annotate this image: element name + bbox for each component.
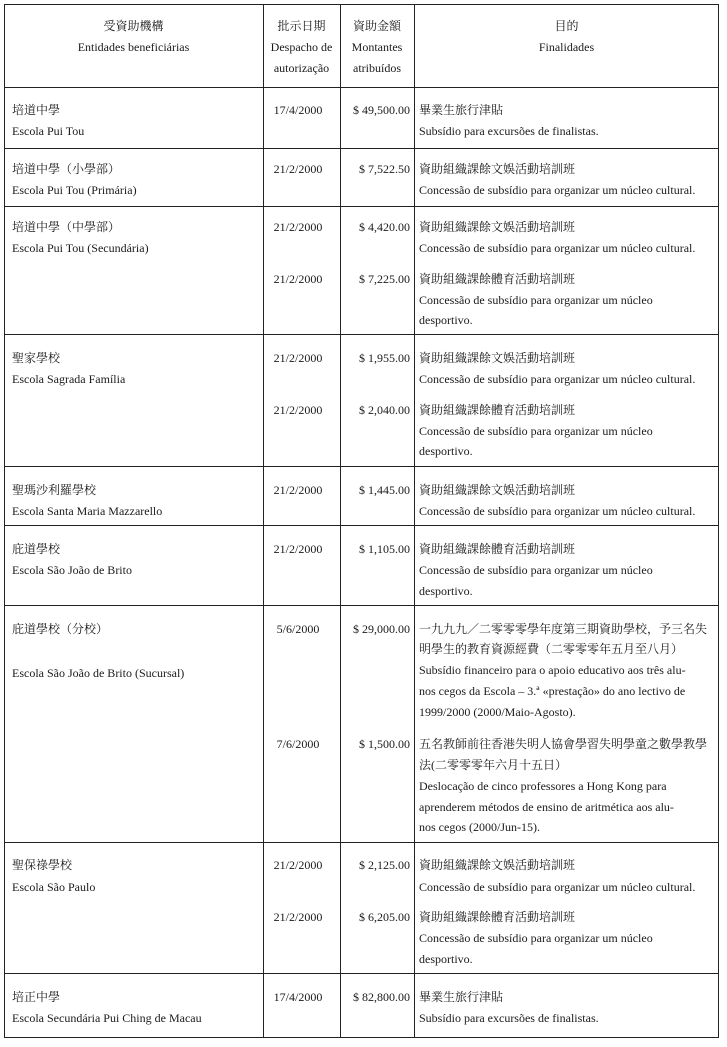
column-divider [414, 4, 415, 1038]
grant-purpose-line: nos cegos da Escola – 3.ª «prestação» do ano lectivo de [419, 684, 686, 698]
grant-purpose-pt: desportivo. [419, 444, 473, 458]
grant-purpose-pt: Concessão de subsídio para organizar um núcleo [419, 563, 653, 577]
grant-purpose-line: 一九九九／二零零零學年度第三期資助學校，予三名失 [419, 622, 708, 636]
grant-purpose-zh: 畢業生旅行津貼 [419, 103, 504, 117]
grant-date: 21/2/2000 [273, 542, 323, 556]
entity-name-zh: 培正中學 [12, 990, 61, 1004]
grant-purpose-zh: 資助組織課餘文娛活動培訓班 [419, 858, 576, 872]
grant-date: 21/2/2000 [273, 220, 323, 234]
grant-date: 5/6/2000 [276, 622, 320, 636]
grant-amount: $ 2,040.00 [359, 403, 410, 417]
grant-amount: $ 7,225.00 [359, 272, 410, 286]
row-divider [4, 466, 719, 467]
grant-purpose-zh: 資助組織課餘文娛活動培訓班 [419, 220, 576, 234]
entity-name-zh: 庇道學校（分校） [12, 622, 109, 636]
grant-amount: $ 1,955.00 [359, 351, 410, 365]
grant-amount: $ 2,125.00 [359, 858, 410, 872]
entity-name-zh: 培道中學（小學部） [12, 162, 121, 176]
grant-purpose-pt: Concessão de subsídio para organizar um núcleo cultural. [419, 504, 696, 518]
grant-purpose-line: 1999/2000 (2000/Maio-Agosto). [419, 705, 576, 719]
grant-purpose-line: aprenderem métodos de ensino de aritmética aos alu- [419, 800, 674, 814]
entity-name-pt: Escola São Paulo [12, 880, 96, 894]
grant-date: 21/2/2000 [273, 910, 323, 924]
grant-purpose-zh: 資助組織課餘體育活動培訓班 [419, 910, 576, 924]
entity-name-pt: Escola São João de Brito [12, 563, 132, 577]
grant-purpose-pt: Concessão de subsídio para organizar um núcleo [419, 931, 653, 945]
grant-purpose-pt: Subsídio para excursões de finalistas. [419, 1011, 599, 1025]
grant-purpose-pt: desportivo. [419, 584, 473, 598]
grant-amount: $ 1,500.00 [359, 737, 410, 751]
grant-purpose-pt: Concessão de subsídio para organizar um núcleo cultural. [419, 241, 696, 255]
entity-name-zh: 聖保祿學校 [12, 858, 73, 872]
grant-purpose-pt: Concessão de subsídio para organizar um núcleo [419, 293, 653, 307]
header-purpose-pt: Finalidades [538, 40, 595, 54]
grant-date: 17/4/2000 [273, 103, 323, 117]
grant-purpose-line: nos cegos (2000/Jun-15). [419, 820, 540, 834]
column-divider [263, 4, 264, 1038]
header-date-zh: 批示日期 [277, 19, 326, 33]
entity-name-pt: Escola Secundária Pui Ching de Macau [12, 1011, 202, 1025]
grant-purpose-line: Deslocação de cinco professores a Hong Kong para [419, 779, 667, 793]
grant-purpose-pt: Concessão de subsídio para organizar um núcleo cultural. [419, 183, 696, 197]
grant-purpose-pt: Concessão de subsídio para organizar um núcleo [419, 424, 653, 438]
row-divider [4, 87, 719, 88]
grant-purpose-line: 法(二零零零年六月十五日） [419, 758, 567, 772]
column-divider [340, 4, 341, 1038]
row-divider [4, 973, 719, 974]
grant-purpose-pt: Concessão de subsídio para organizar um núcleo cultural. [419, 880, 696, 894]
row-divider [4, 206, 719, 207]
header-amount-pt: Montantes [351, 40, 403, 54]
grant-purpose-line: Subsídio financeiro para o apoio educativo aos três alu- [419, 663, 686, 677]
entity-name-zh: 培道中學 [12, 103, 61, 117]
grant-purpose-pt: desportivo. [419, 313, 473, 327]
grant-amount: $ 6,205.00 [359, 910, 410, 924]
grant-purpose-zh: 資助組織課餘體育活動培訓班 [419, 272, 576, 286]
grant-amount: $ 1,105.00 [359, 542, 410, 556]
grant-amount: $ 82,800.00 [353, 990, 410, 1004]
grant-amount: $ 29,000.00 [353, 622, 410, 636]
entity-name-pt: Escola Pui Tou (Primária) [12, 183, 137, 197]
grant-date: 21/2/2000 [273, 272, 323, 286]
grant-purpose-line: 明學生的教育資源經費（二零零零年五月至八月） [419, 642, 684, 656]
entity-name-pt: Escola São João de Brito (Sucursal) [12, 666, 185, 680]
entity-name-zh: 聖瑪沙利羅學校 [12, 483, 97, 497]
entity-name-zh: 培道中學（中學部） [12, 220, 121, 234]
header-date-pt: autorização [273, 61, 330, 75]
row-divider [4, 334, 719, 335]
grant-date: 21/2/2000 [273, 858, 323, 872]
grant-amount: $ 4,420.00 [359, 220, 410, 234]
row-divider [4, 525, 719, 526]
header-entities-zh: 受資助機構 [103, 19, 164, 33]
header-date-pt: Despacho de [270, 40, 333, 54]
grant-purpose-pt: desportivo. [419, 952, 473, 966]
header-amount-zh: 資助金額 [352, 19, 401, 33]
entity-name-pt: Escola Pui Tou [12, 124, 85, 138]
grant-amount: $ 1,445.00 [359, 483, 410, 497]
grant-amount: $ 7,522.50 [359, 162, 410, 176]
grant-purpose-pt: Subsídio para excursões de finalistas. [419, 124, 599, 138]
grant-date: 21/2/2000 [273, 351, 323, 365]
grant-date: 21/2/2000 [273, 403, 323, 417]
entity-name-pt: Escola Pui Tou (Secundária) [12, 241, 149, 255]
entity-name-pt: Escola Santa Maria Mazzarello [12, 504, 163, 518]
entity-name-pt: Escola Sagrada Família [12, 372, 126, 386]
grant-purpose-zh: 畢業生旅行津貼 [419, 990, 504, 1004]
header-purpose-zh: 目的 [554, 19, 579, 33]
header-amount-pt: atribuídos [353, 61, 401, 75]
row-divider [4, 148, 719, 149]
grant-purpose-zh: 資助組織課餘文娛活動培訓班 [419, 162, 576, 176]
grant-date: 17/4/2000 [273, 990, 323, 1004]
grant-purpose-zh: 資助組織課餘體育活動培訓班 [419, 542, 576, 556]
entity-name-zh: 聖家學校 [12, 351, 61, 365]
row-divider [4, 842, 719, 843]
grant-amount: $ 49,500.00 [353, 103, 410, 117]
grant-purpose-zh: 資助組織課餘體育活動培訓班 [419, 403, 576, 417]
grant-date: 21/2/2000 [273, 162, 323, 176]
grant-purpose-pt: Concessão de subsídio para organizar um núcleo cultural. [419, 372, 696, 386]
grant-purpose-zh: 資助組織課餘文娛活動培訓班 [419, 483, 576, 497]
header-entities-pt: Entidades beneficiárias [77, 40, 190, 54]
grant-purpose-line: 五名教師前往香港失明人協會學習失明學童之數學教學 [419, 737, 708, 751]
row-divider [4, 605, 719, 606]
grant-date: 7/6/2000 [276, 737, 320, 751]
entity-name-zh: 庇道學校 [12, 542, 61, 556]
grant-date: 21/2/2000 [273, 483, 323, 497]
grant-purpose-zh: 資助組織課餘文娛活動培訓班 [419, 351, 576, 365]
